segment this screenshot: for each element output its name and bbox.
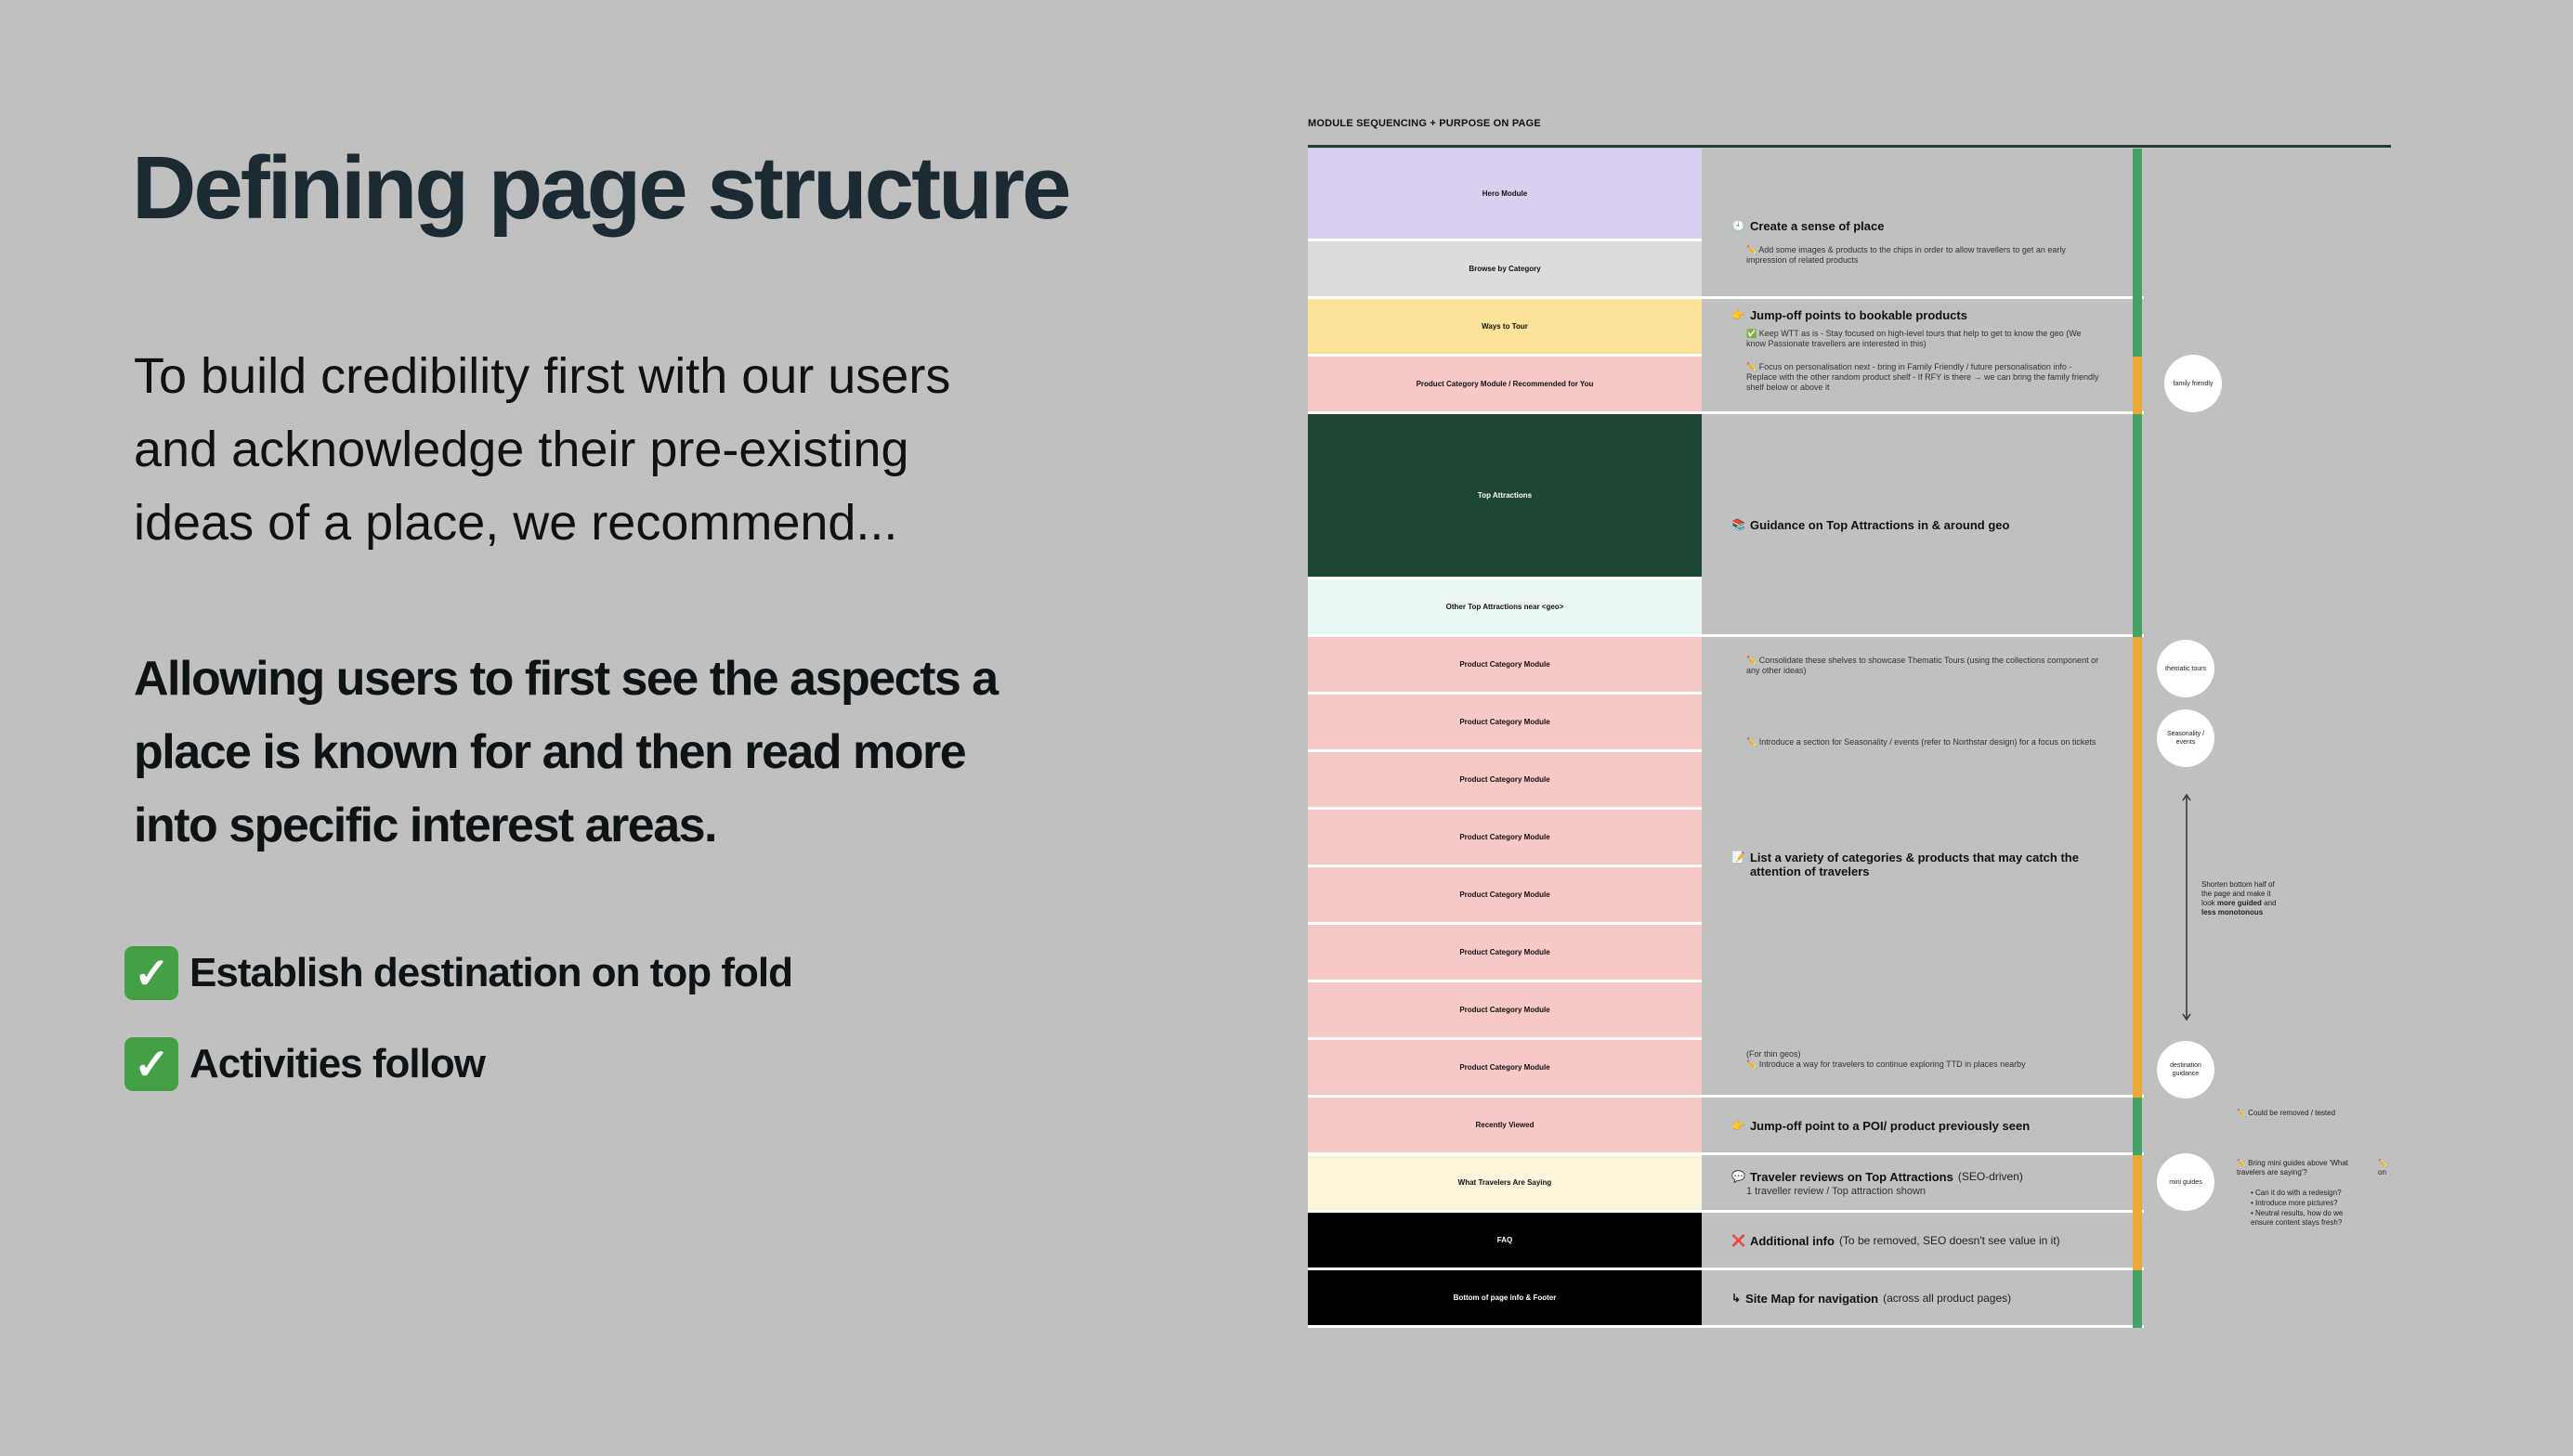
module-product-category: Product Category Module (1308, 1040, 1702, 1098)
row-divider (1308, 1152, 2144, 1155)
row-divider (1308, 296, 2144, 299)
status-bar-green (2133, 414, 2142, 637)
purpose-variety: 📝 List a variety of categories & products that may catch the attention of travelers (1731, 851, 2079, 878)
row-divider (1308, 1095, 2144, 1098)
purpose-sense-of-place: 🕘 Create a sense of place (1731, 219, 1885, 233)
double-arrow-icon (2181, 791, 2192, 1023)
module-top-attractions: Top Attractions (1308, 414, 1702, 579)
note-hero: ✏️ Add some images & products to the chips in order to allow travellers to get an early impression of related products (1746, 245, 2066, 265)
intro-text: To build credibility first with our users and acknowledge their pre-existing ideas of a place, we recommend... (134, 348, 951, 551)
row-divider (1308, 411, 2144, 414)
pointing-hand-icon: 👉 (1731, 1119, 1745, 1132)
module-what-travelers-say: What Travelers Are Saying (1308, 1155, 1702, 1213)
note-reviews: 1 traveller review / Top attraction shown (1746, 1186, 1926, 1197)
module-browse-by-category: Browse by Category (1308, 241, 1702, 299)
note-nearby: ✏️ Introduce a way for travelers to continue exploring TTD in places nearby (1746, 1060, 2026, 1069)
status-bar-orange (2133, 637, 2142, 1098)
speech-bubble-icon: 💬 (1731, 1170, 1745, 1183)
module-product-category: Product Category Module (1308, 867, 1702, 925)
note-mini-bullet: • Neutral results, how do we ensure content stays fresh? (2251, 1209, 2344, 1227)
module-other-attractions: Other Top Attractions near <geo> (1308, 579, 1702, 637)
circle-destination-guidance: destination guidance (2157, 1041, 2214, 1098)
check-mark-icon: ✓ (124, 1037, 178, 1091)
checklist-label: Establish destination on top fold (189, 950, 792, 995)
note-mini-bullet: • Can it do with a redesign? (2251, 1189, 2342, 1197)
module-product-category: Product Category Module (1308, 752, 1702, 810)
slide-title: Defining page structure (132, 138, 1069, 238)
return-arrow-icon: ↳ (1731, 1292, 1742, 1305)
note-cut-off: ✏️ on (2378, 1159, 2387, 1176)
purpose-recently-viewed: 👉 Jump-off point to a POI/ product previously seen (1731, 1119, 2031, 1133)
circle-thematic-tours: thematic tours (2157, 640, 2214, 697)
checklist-label: Activities follow (189, 1041, 485, 1086)
note-ways-to-tour: ✅ Keep WTT as is - Stay focused on high-level tours that help to get to know the geo (We know Passionate travellers are interested in this) (1746, 329, 2082, 348)
status-bar-green (2133, 1098, 2142, 1155)
purpose-additional-info: ❌ Additional info (To be removed, SEO doesn't see value in it) (1731, 1234, 2060, 1248)
note-thematic: ✏️ Consolidate these shelves to showcase Thematic Tours (using the collections component or any other ideas) (1746, 656, 2099, 675)
emphasis-text: Allowing users to first see the aspects a place is known for and then read more into specific interest areas. (134, 652, 998, 852)
row-divider (1308, 634, 2144, 637)
books-icon: 📚 (1731, 518, 1745, 531)
circle-family-friendly: family friendly (2164, 355, 2222, 412)
status-bar-orange (2133, 357, 2142, 414)
purpose-reviews: 💬 Traveler reviews on Top Attractions (SEO-driven) (1731, 1170, 2023, 1184)
module-product-category: Product Category Module (1308, 925, 1702, 982)
module-faq: FAQ (1308, 1213, 1702, 1270)
module-ways-to-tour: Ways to Tour (1308, 299, 1702, 357)
row-divider (1308, 1325, 2144, 1328)
note-thin-geos: (For thin geos) (1746, 1049, 1801, 1059)
module-recently-viewed: Recently Viewed (1308, 1098, 1702, 1155)
pointing-hand-icon: 👉 (1731, 308, 1745, 321)
row-divider (1308, 1268, 2144, 1270)
checklist-item (124, 1036, 485, 1092)
status-bar-orange (2133, 1155, 2142, 1270)
circle-mini-guides: mini guides (2157, 1153, 2214, 1211)
module-product-category: Product Category Module (1308, 695, 1702, 752)
status-bar-green (2133, 1270, 2142, 1328)
cross-mark-icon: ❌ (1731, 1234, 1745, 1247)
module-product-category: Product Category Module (1308, 982, 1702, 1040)
purpose-top-attractions: 📚 Guidance on Top Attractions in & around geo (1731, 518, 2010, 532)
module-product-category: Product Category Module (1308, 810, 1702, 867)
heading-divider (1308, 145, 2391, 148)
note-removed: ✏️ Could be removed / tested (2237, 1109, 2336, 1117)
checklist-item (124, 945, 792, 1001)
module-hero: Hero Module (1308, 149, 1702, 241)
note-shorten: Shorten bottom half of the page and make it look more guided and less monotonous (2201, 880, 2277, 916)
check-mark-icon: ✓ (124, 946, 178, 1000)
module-recommended: Product Category Module / Recommended for You (1308, 357, 1702, 414)
row-divider (1308, 1210, 2144, 1213)
module-product-category: Product Category Module (1308, 637, 1702, 695)
memo-icon: 📝 (1731, 851, 1745, 864)
note-seasonality: ✏️ Introduce a section for Seasonality / events (refer to Northstar design) for a focus on tickets (1746, 737, 2096, 747)
circle-seasonality: Seasonality / events (2157, 709, 2214, 767)
module-footer: Bottom of page info & Footer (1308, 1270, 1702, 1328)
purpose-site-map: ↳ Site Map for navigation (across all product pages) (1731, 1292, 2012, 1306)
note-mini-bullet: • Introduce more pictures? (2251, 1199, 2338, 1207)
note-mini-guides: ✏️ Bring mini guides above 'What travelers are saying'? (2237, 1159, 2348, 1176)
note-personalisation: ✏️ Focus on personalisation next - bring in Family Friendly / future personalisation info - Replace with the other random product shelf - If RFY is there → we can bring the family friendly shelf below or above it (1746, 362, 2099, 392)
clock-icon: 🕘 (1731, 219, 1745, 232)
diagram-heading: MODULE SEQUENCING + PURPOSE ON PAGE (1308, 118, 1541, 129)
status-bar-green (2133, 149, 2142, 357)
purpose-jump-off-bookable: 👉 Jump-off points to bookable products (1731, 308, 1967, 322)
